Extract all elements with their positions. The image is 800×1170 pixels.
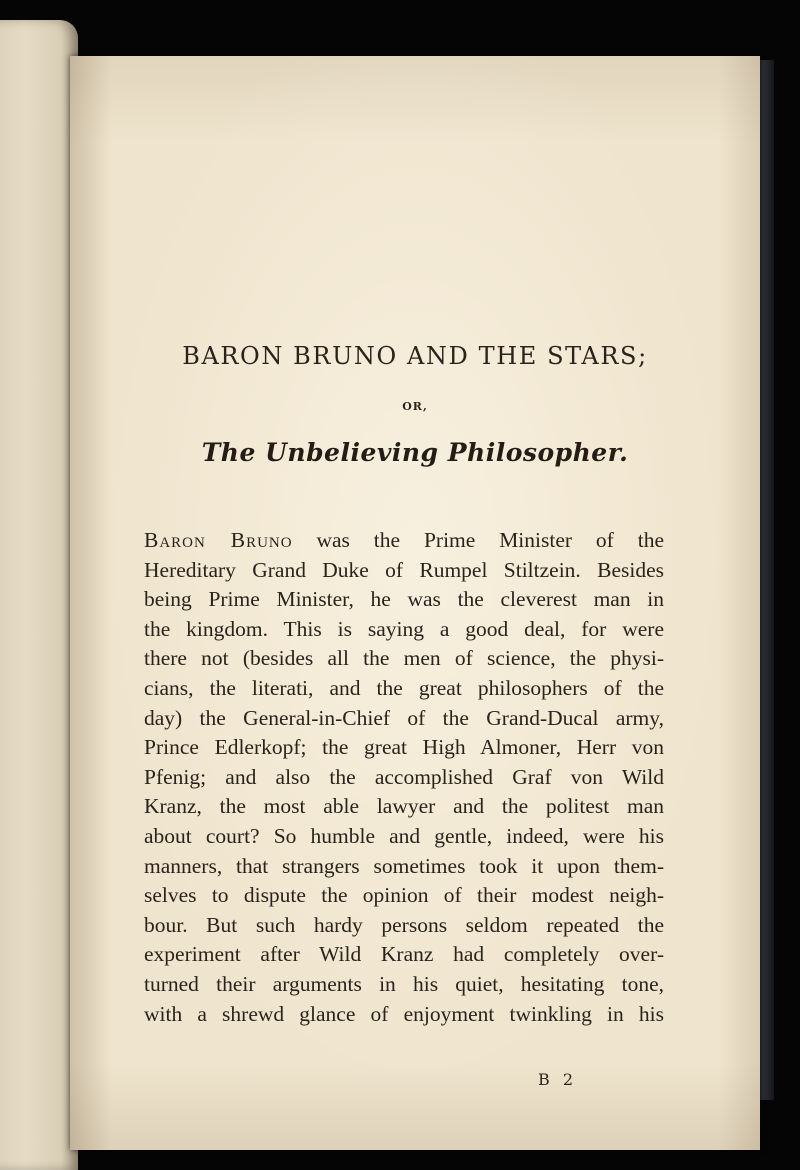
text-line: with a shrewd glance of enjoyment twinkling in his <box>144 1001 664 1026</box>
chapter-subtitle: The Unbelieving Philosopher. <box>201 438 629 467</box>
text-line: bour. But such hardy persons seldom repeated the <box>144 912 664 937</box>
text-line: about court? So humble and gentle, indeed, were his <box>144 823 664 848</box>
facing-page-edge <box>0 20 78 1170</box>
chapter-title: BARON BRUNO AND THE STARS; <box>182 342 648 370</box>
or-connector: OR, <box>402 400 428 413</box>
signature-mark: B 2 <box>538 1070 578 1089</box>
text-line: cians, the literati, and the great philosophers of the <box>144 675 664 700</box>
text-line: there not (besides all the men of science, the physi- <box>144 646 664 671</box>
text-line: day) the General-in-Chief of the Grand-Ducal army, <box>144 705 664 730</box>
text-line: selves to dispute the opinion of their modest neigh- <box>144 883 664 908</box>
text-line: Hereditary Grand Duke of Rumpel Stiltzein. Besides <box>144 557 664 582</box>
book-page <box>70 56 760 1150</box>
text-line: Pfenig; and also the accomplished Graf von Wild <box>144 764 664 789</box>
text-line: Prince Edlerkopf; the great High Almoner, Herr von <box>144 735 664 760</box>
text-line: manners, that strangers sometimes took it upon them- <box>144 853 664 878</box>
text-line: experiment after Wild Kranz had completely over- <box>144 942 664 967</box>
text-line: Baron Bruno was the Prime Minister of the <box>144 528 664 552</box>
text-line: turned their arguments in his quiet, hesitating tone, <box>144 971 664 996</box>
text-line: the kingdom. This is saying a good deal, for were <box>144 616 664 641</box>
body-text <box>144 526 664 1029</box>
text-line: being Prime Minister, he was the cleverest man in <box>144 587 664 612</box>
opening-words: Baron Bruno <box>144 528 293 552</box>
text-line: Kranz, the most able lawyer and the politest man <box>144 794 664 819</box>
